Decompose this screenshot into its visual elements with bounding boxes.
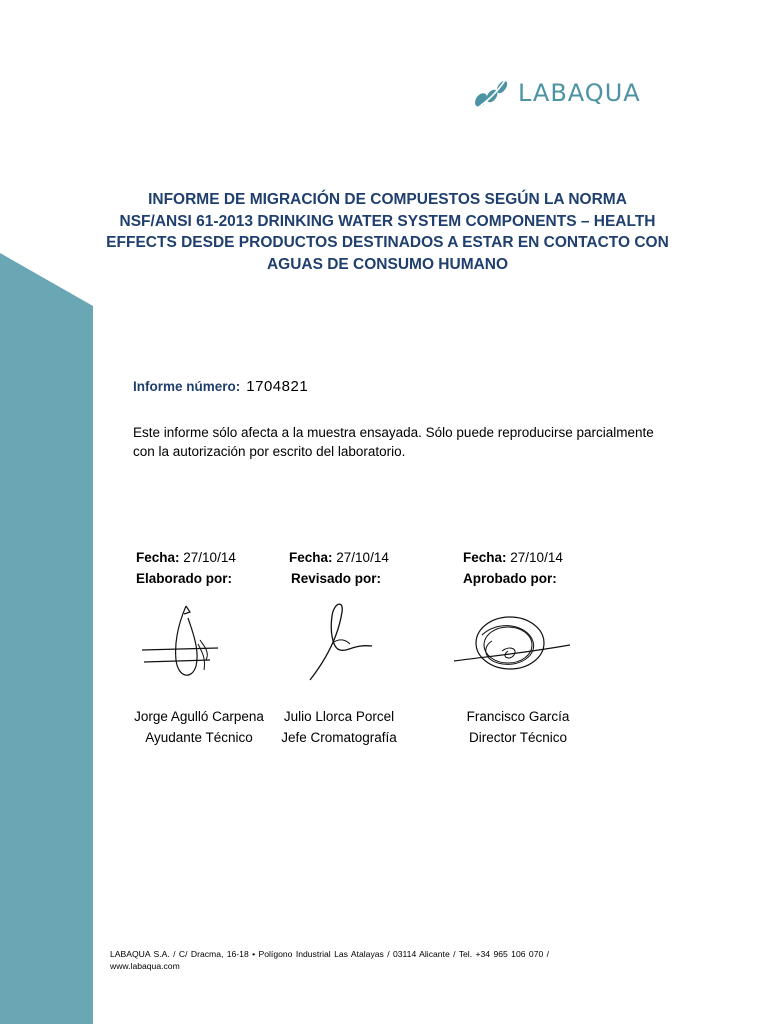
date-row [463,547,563,568]
disclaimer-line: con la autorización por escrito del laboratorio. [133,444,406,459]
approval-block-reviewed [289,547,389,589]
date-label: Fecha: [136,550,180,565]
date-value: 27/10/14 [183,550,236,565]
title-line: INFORME DE MIGRACIÓN DE COMPUESTOS SEGÚN LA NORMA [148,191,627,208]
person-prepared [126,706,272,748]
report-number-label: Informe número: [133,379,241,394]
labaqua-logo [472,74,662,112]
title-line: NSF/ANSI 61-2013 DRINKING WATER SYSTEM COMPONENTS – HEALTH [119,212,656,230]
footer-website: www.labaqua.com [110,960,180,971]
signature-prepared [140,600,240,685]
title-line: EFFECTS DESDE PRODUCTOS DESTINADOS A ESTAR EN CONTACTO CON [106,234,669,251]
date-value: 27/10/14 [510,550,563,565]
side-color-band [0,0,93,1024]
person-position: Jefe Cromatografía [281,730,397,745]
disclaimer-line: Este informe sólo afecta a la muestra ensayada. Sólo puede reproducirse parcialmente [133,425,654,440]
logo-text: LABAQUA [518,79,641,107]
date-label: Fecha: [463,550,507,565]
person-name: Jorge Agulló Carpena [134,709,264,724]
person-position: Director Técnico [468,730,568,745]
person-reviewed [272,706,406,748]
labaqua-leaf-icon [472,76,510,110]
role-label: Aprobado por: [463,571,557,586]
signature-approved [452,605,574,685]
person-approved [446,706,590,748]
signature-reviewed [300,598,380,686]
person-position: Ayudante Técnico [145,730,253,745]
approval-block-approved [463,547,563,589]
approval-block-prepared [136,547,236,589]
date-value: 27/10/14 [336,550,389,565]
disclaimer-text [133,423,703,461]
role-label: Revisado por: [291,571,382,586]
date-label: Fecha: [289,550,333,565]
report-number-row [133,378,308,395]
report-number-value: 1704821 [246,378,309,395]
date-row [136,547,236,568]
date-row [289,547,389,568]
role-label: Elaborado por: [136,571,233,586]
person-name: Francisco García [466,709,570,724]
person-name: Julio Llorca Porcel [283,709,395,724]
report-title [100,189,675,275]
title-line: AGUAS DE CONSUMO HUMANO [266,255,509,273]
footer-address [110,949,670,972]
footer-line: LABAQUA S.A. / C/ Dracma, 16-18 • Polígono Industrial Las Atalayas / 03114 Alicante / Tel. +34 965 106 070 / [110,949,550,959]
